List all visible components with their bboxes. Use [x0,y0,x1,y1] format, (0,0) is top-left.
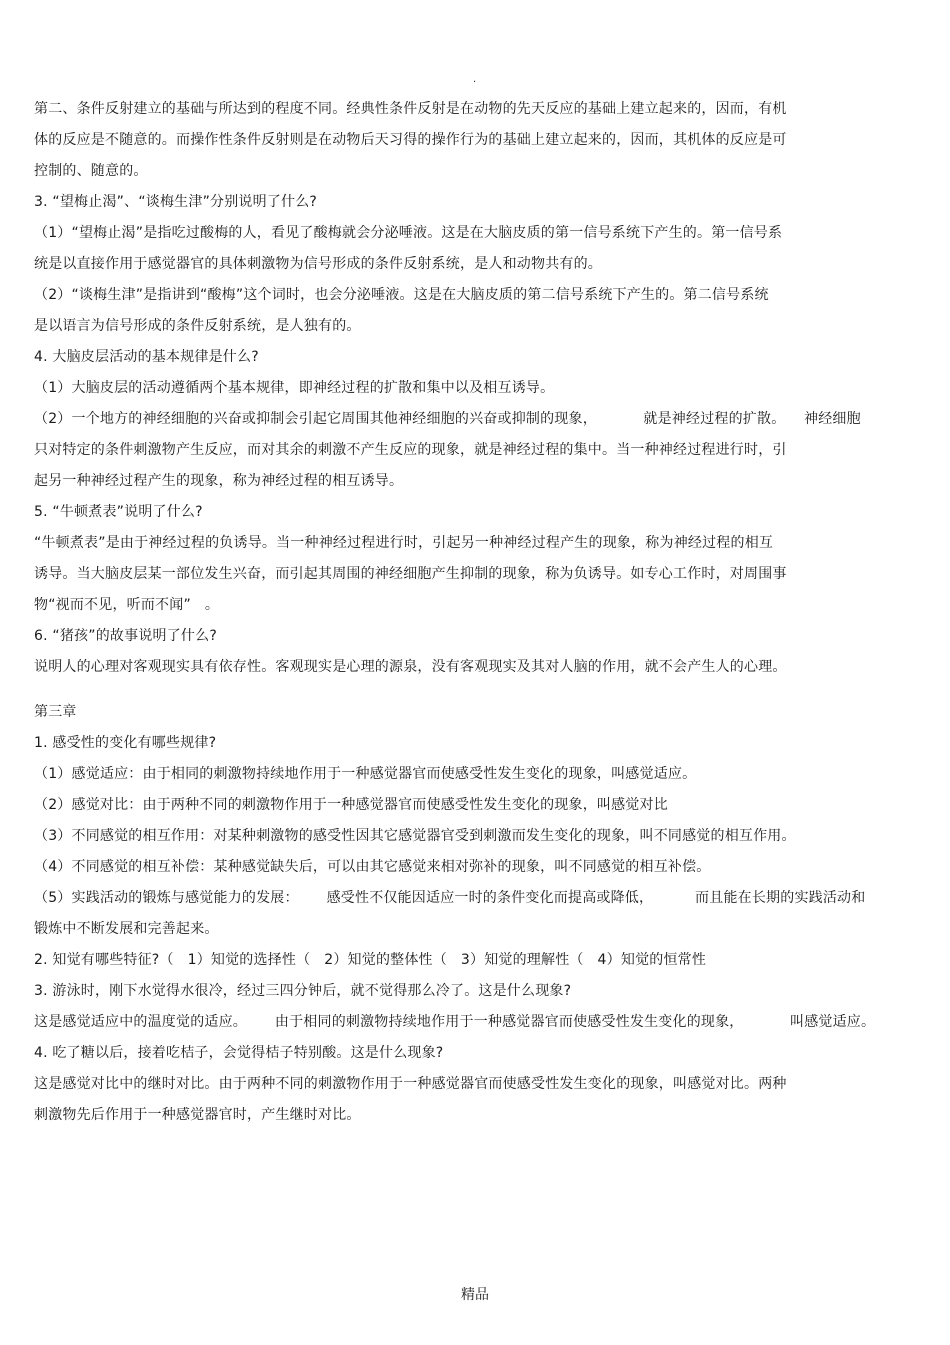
question-heading: 2. 知觉有哪些特征?（ 1）知觉的选择性（ 2）知觉的整体性（ 3）知觉的理解性（ 4）知觉的恒常性 [34,952,707,968]
question-heading: 3. 游泳时，刚下水觉得水很冷，经过三四分钟后，就不觉得那么冷了。这是什么现象? [34,983,572,999]
text-line: （4）不同感觉的相互补偿：某种感觉缺失后，可以由其它感觉来相对弥补的现象，叫不同感觉的相互补偿。 [34,859,711,875]
page-footer: 精品 [461,1287,489,1303]
text-line: 说明人的心理对客观现实具有依存性。客观现实是心理的源泉，没有客观现实及其对人脑的作用，就不会产生人的心理。 [34,659,787,675]
question-heading: 6. “猪孩”的故事说明了什么? [34,628,217,644]
text-line: 统是以直接作用于感觉器官的具体刺激物为信号形成的条件反射系统，是人和动物共有的。 [34,256,602,272]
question-heading: 4. 吃了糖以后，接着吃桔子，会觉得桔子特别酸。这是什么现象? [34,1045,444,1061]
section-gap [34,683,924,697]
question-heading: 5. “牛顿煮表”说明了什么? [34,504,203,520]
text-line: 这是感觉适应中的温度觉的适应。 由于相同的刺激物持续地作用于一种感觉器官而使感受性发生变化的现象， 叫感觉适应。 [34,1014,876,1030]
text-line: 体的反应是不随意的。而操作性条件反射则是在动物后天习得的操作行为的基础上建立起来的，因而，其机体的反应是可 [34,132,787,148]
text-line: （2）一个地方的神经细胞的兴奋或抑制会引起它周围其他神经细胞的兴奋或抑制的现象， 就是神经过程的扩散。 神经细胞 [34,411,861,427]
text-line: “牛顿煮表”是由于神经过程的负诱导。当一种神经过程进行时，引起另一种神经过程产生的现象，称为神经过程的相互 [34,535,774,551]
text-line: （1）“望梅止渴”是指吃过酸梅的人，看见了酸梅就会分泌唾液。这是在大脑皮质的第一信号系统下产生的。第一信号系 [34,225,783,241]
text-line: 这是感觉对比中的继时对比。由于两种不同的刺激物作用于一种感觉器官而使感受性发生变化的现象，叫感觉对比。两种 [34,1076,787,1092]
text-line: （2）“谈梅生津”是指讲到“酸梅”这个词时，也会分泌唾液。这是在大脑皮质的第二信号系统下产生的。第二信号系统 [34,287,769,303]
question-heading: 4. 大脑皮层活动的基本规律是什么? [34,349,259,365]
text-line: （3）不同感觉的相互作用：对某种刺激物的感受性因其它感觉器官受到刺激而发生变化的现象，叫不同感觉的相互作用。 [34,828,796,844]
chapter-heading: 第三章 [34,704,77,720]
header-mark: . [473,74,477,85]
document-body [34,94,924,1131]
text-line: 诱导。当大脑皮层某一部位发生兴奋，而引起其周围的神经细胞产生抑制的现象，称为负诱导。如专心工作时，对周围事 [34,566,787,582]
text-line: 只对特定的条件刺激物产生反应，而对其余的刺激不产生反应的现象，就是神经过程的集中。当一种神经过程进行时，引 [34,442,787,458]
question-heading: 3. “望梅止渴”、“谈梅生津”分别说明了什么? [34,194,318,210]
text-line: 第二、条件反射建立的基础与所达到的程度不同。经典性条件反射是在动物的先天反应的基础上建立起来的，因而，有机 [34,101,787,117]
text-line: 刺激物先后作用于一种感觉器官时，产生继时对比。 [34,1107,361,1123]
text-line: 是以语言为信号形成的条件反射系统，是人独有的。 [34,318,361,334]
text-line: （1）大脑皮层的活动遵循两个基本规律，即神经过程的扩散和集中以及相互诱导。 [34,380,555,396]
text-line: （5）实践活动的锻炼与感觉能力的发展： 感受性不仅能因适应一时的条件变化而提高或降低， 而且能在长期的实践活动和 [34,890,866,906]
question-heading: 1. 感受性的变化有哪些规律? [34,735,217,751]
text-line: （1）感觉适应：由于相同的刺激物持续地作用于一种感觉器官而使感受性发生变化的现象，叫感觉适应。 [34,766,697,782]
text-line: 锻炼中不断发展和完善起来。 [34,921,219,937]
text-line: 起另一种神经过程产生的现象，称为神经过程的相互诱导。 [34,473,404,489]
text-line: 控制的、随意的。 [34,163,148,179]
text-line: 物“视而不见，听而不闻” 。 [34,597,220,613]
text-line: （2）感觉对比：由于两种不同的刺激物作用于一种感觉器官而使感受性发生变化的现象，叫感觉对比 [34,797,668,813]
